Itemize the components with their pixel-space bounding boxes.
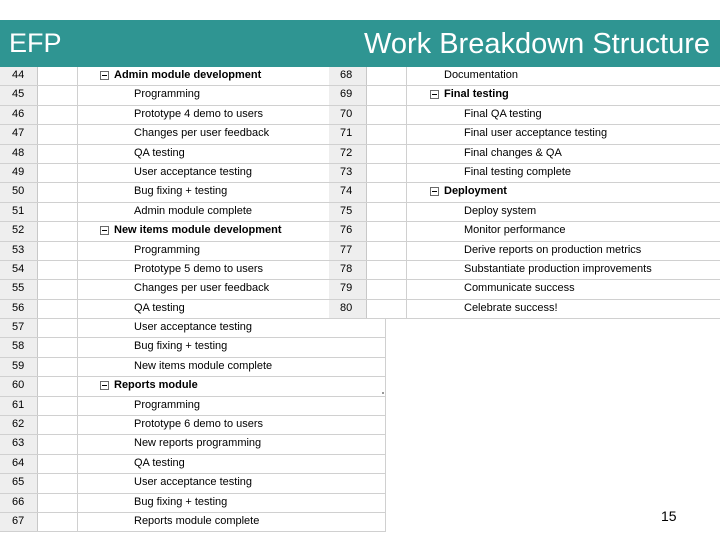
task-name: Changes per user feedback <box>134 282 270 295</box>
task-name-cell[interactable] <box>407 183 720 201</box>
summary-task-name: Deployment <box>444 185 507 198</box>
indicator-cell <box>367 183 407 201</box>
task-name: Bug fixing + testing <box>134 340 228 353</box>
task-name-cell[interactable] <box>407 300 720 318</box>
task-name: Communicate success <box>464 282 575 295</box>
task-id: 52 <box>0 222 38 240</box>
title-bar <box>0 20 720 67</box>
task-id: 76 <box>329 222 367 240</box>
task-name: New reports programming <box>134 437 262 450</box>
task-id: 45 <box>0 86 38 104</box>
indicator-cell <box>38 125 78 143</box>
task-row[interactable] <box>329 145 720 164</box>
task-row[interactable] <box>329 242 720 261</box>
task-row[interactable] <box>0 358 386 377</box>
task-row[interactable] <box>0 474 386 493</box>
summary-task-name: Final testing <box>444 88 509 101</box>
task-id: 69 <box>329 86 367 104</box>
task-name-cell[interactable] <box>78 338 386 356</box>
task-id: 79 <box>329 280 367 298</box>
slide-title: Work Breakdown Structure <box>364 28 710 60</box>
task-name: Programming <box>134 398 201 411</box>
indicator-cell <box>38 86 78 104</box>
indicator-cell <box>38 377 78 395</box>
summary-task-name: Reports module <box>114 379 198 392</box>
task-row[interactable] <box>329 106 720 125</box>
task-row[interactable] <box>0 416 386 435</box>
task-name: User acceptance testing <box>134 476 253 489</box>
task-row[interactable] <box>329 300 720 319</box>
task-name-cell[interactable] <box>407 280 720 298</box>
task-name-cell[interactable] <box>407 145 720 163</box>
task-id: 50 <box>0 183 38 201</box>
task-row[interactable] <box>0 377 386 396</box>
task-name-cell[interactable] <box>407 67 720 85</box>
task-name-cell[interactable] <box>78 416 386 434</box>
task-id: 61 <box>0 397 38 415</box>
task-row[interactable] <box>329 261 720 280</box>
task-row[interactable] <box>329 164 720 183</box>
indicator-cell <box>367 86 407 104</box>
task-row[interactable] <box>329 183 720 202</box>
task-name-cell[interactable] <box>407 164 720 182</box>
indicator-cell <box>38 203 78 221</box>
collapse-icon[interactable] <box>100 71 109 80</box>
indicator-cell <box>38 280 78 298</box>
task-id: 70 <box>329 106 367 124</box>
task-id: 54 <box>0 261 38 279</box>
task-name: Bug fixing + testing <box>134 185 228 198</box>
task-id: 58 <box>0 338 38 356</box>
task-row[interactable] <box>0 435 386 454</box>
task-id: 59 <box>0 358 38 376</box>
task-id: 64 <box>0 455 38 473</box>
task-row[interactable] <box>0 397 386 416</box>
summary-task-name: New items module development <box>114 224 282 237</box>
task-name: User acceptance testing <box>134 165 253 178</box>
task-name-cell[interactable] <box>407 125 720 143</box>
task-id: 55 <box>0 280 38 298</box>
task-name: Changes per user feedback <box>134 127 270 140</box>
task-name-cell[interactable] <box>78 397 386 415</box>
task-name: Final testing complete <box>464 165 571 178</box>
task-name-cell[interactable] <box>78 494 386 512</box>
indicator-cell <box>367 261 407 279</box>
indicator-cell <box>38 261 78 279</box>
task-name: Admin module complete <box>134 204 253 217</box>
task-id: 73 <box>329 164 367 182</box>
task-name: QA testing <box>134 146 185 159</box>
task-id: 46 <box>0 106 38 124</box>
task-id: 71 <box>329 125 367 143</box>
task-row[interactable] <box>329 203 720 222</box>
collapse-icon[interactable] <box>100 381 109 390</box>
task-name: Final user acceptance testing <box>464 127 608 140</box>
task-name-cell[interactable] <box>78 474 386 492</box>
task-name-cell[interactable] <box>407 261 720 279</box>
task-name: New items module complete <box>134 359 273 372</box>
task-name: Documentation <box>444 69 518 81</box>
task-row[interactable] <box>0 319 386 338</box>
indicator-cell <box>367 222 407 240</box>
task-row[interactable] <box>0 494 386 513</box>
indicator-cell <box>38 435 78 453</box>
summary-task-name: Admin module development <box>114 69 262 81</box>
task-id: 57 <box>0 319 38 337</box>
indicator-cell <box>367 164 407 182</box>
indicator-cell <box>38 67 78 85</box>
indicator-cell <box>38 358 78 376</box>
indicator-cell <box>38 494 78 512</box>
task-id: 78 <box>329 261 367 279</box>
task-name: Programming <box>134 243 201 256</box>
task-name: Monitor performance <box>464 224 566 237</box>
indicator-cell <box>38 164 78 182</box>
task-name-cell[interactable] <box>407 222 720 240</box>
indicator-cell <box>367 300 407 318</box>
task-row[interactable] <box>329 86 720 105</box>
collapse-icon[interactable] <box>430 187 439 196</box>
task-id: 68 <box>329 67 367 85</box>
task-id: 74 <box>329 183 367 201</box>
task-id: 44 <box>0 67 38 85</box>
task-name-cell[interactable] <box>407 203 720 221</box>
indicator-cell <box>38 455 78 473</box>
task-id: 72 <box>329 145 367 163</box>
task-id: 63 <box>0 435 38 453</box>
task-row[interactable] <box>329 222 720 241</box>
indicator-cell <box>38 513 78 531</box>
indicator-cell <box>367 203 407 221</box>
task-id: 66 <box>0 494 38 512</box>
task-row[interactable] <box>329 125 720 144</box>
task-id: 75 <box>329 203 367 221</box>
indicator-cell <box>367 125 407 143</box>
task-name: QA testing <box>134 456 185 469</box>
indicator-cell <box>367 106 407 124</box>
task-id: 47 <box>0 125 38 143</box>
task-name: Bug fixing + testing <box>134 495 228 508</box>
task-id: 49 <box>0 164 38 182</box>
indicator-cell <box>367 280 407 298</box>
page-number: 15 <box>661 508 677 524</box>
task-name: Derive reports on production metrics <box>464 243 642 256</box>
task-name-cell[interactable] <box>78 435 386 453</box>
task-name: Final changes & QA <box>464 146 562 159</box>
task-name-cell[interactable] <box>407 242 720 260</box>
project-title: EFP <box>9 28 62 58</box>
task-id: 53 <box>0 242 38 260</box>
indicator-cell <box>38 319 78 337</box>
task-id: 48 <box>0 145 38 163</box>
task-row[interactable] <box>329 280 720 299</box>
task-name: QA testing <box>134 301 185 314</box>
task-id: 67 <box>0 513 38 531</box>
task-id: 80 <box>329 300 367 318</box>
task-id: 56 <box>0 300 38 318</box>
task-id: 65 <box>0 474 38 492</box>
task-row[interactable] <box>329 67 720 86</box>
task-name-cell[interactable] <box>407 86 720 104</box>
indicator-cell <box>38 106 78 124</box>
task-name-cell[interactable] <box>78 319 386 337</box>
task-name: Programming <box>134 88 201 101</box>
indicator-cell <box>38 183 78 201</box>
task-name-cell[interactable] <box>78 513 386 531</box>
task-name: Prototype 4 demo to users <box>134 107 264 120</box>
task-name-cell[interactable] <box>407 106 720 124</box>
indicator-cell <box>38 145 78 163</box>
indicator-cell <box>38 416 78 434</box>
task-name-cell[interactable] <box>78 377 386 395</box>
task-name-cell[interactable] <box>78 455 386 473</box>
task-id: 62 <box>0 416 38 434</box>
indicator-cell <box>38 242 78 260</box>
task-id: 77 <box>329 242 367 260</box>
task-row[interactable] <box>0 338 386 357</box>
task-name-cell[interactable] <box>78 358 386 376</box>
task-name: Celebrate success! <box>464 301 558 314</box>
indicator-cell <box>38 474 78 492</box>
task-name: Final QA testing <box>464 107 542 120</box>
indicator-cell <box>38 338 78 356</box>
task-id: 60 <box>0 377 38 395</box>
indicator-cell <box>38 222 78 240</box>
task-row[interactable] <box>0 513 386 532</box>
task-id: 51 <box>0 203 38 221</box>
indicator-cell <box>367 145 407 163</box>
collapse-icon[interactable] <box>100 226 109 235</box>
task-name: Deploy system <box>464 204 537 217</box>
task-name: Prototype 6 demo to users <box>134 418 264 431</box>
stray-dot <box>382 392 384 394</box>
task-name: Substantiate production improvements <box>464 262 652 275</box>
task-table-right <box>329 67 720 319</box>
collapse-icon[interactable] <box>430 90 439 99</box>
task-name: User acceptance testing <box>134 321 253 334</box>
indicator-cell <box>38 397 78 415</box>
indicator-cell <box>367 67 407 85</box>
task-row[interactable] <box>0 455 386 474</box>
indicator-cell <box>367 242 407 260</box>
indicator-cell <box>38 300 78 318</box>
task-name: Reports module complete <box>134 514 260 527</box>
task-name: Prototype 5 demo to users <box>134 262 264 275</box>
